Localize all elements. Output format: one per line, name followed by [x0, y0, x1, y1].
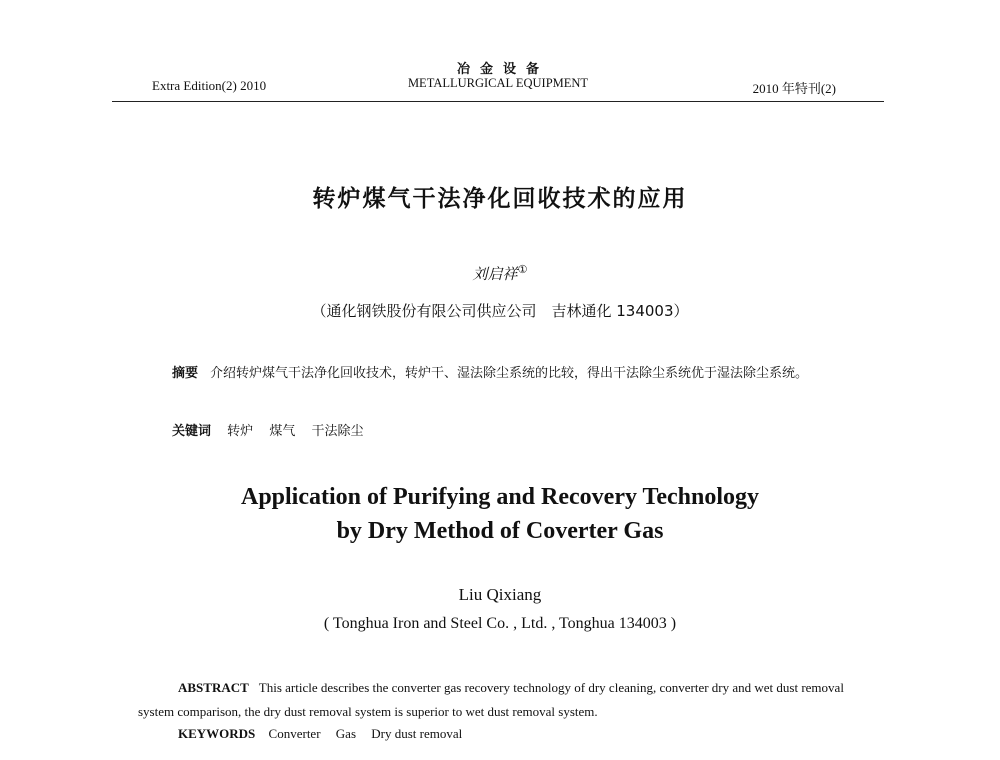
keywords-en-label: KEYWORDS — [178, 726, 256, 741]
keyword-cn: 煤气 — [269, 424, 296, 439]
keyword-cn: 转炉 — [227, 424, 254, 439]
journal-name-en: METALLURGICAL EQUIPMENT — [407, 76, 589, 90]
keyword-en: Dry dust removal — [371, 726, 463, 741]
journal-name-cn: 冶金设备 — [456, 62, 549, 77]
header-edition: Extra Edition(2) 2010 — [152, 78, 267, 93]
header-issue: 2010 年特刊(2) — [752, 81, 836, 96]
header-divider — [112, 101, 884, 102]
abstract-cn-text: 介绍转炉煤气干法净化回收技术，转炉干、湿法除尘系统的比较，得出干法除尘系统优于湿法除尘系统。 — [210, 366, 809, 381]
title-en-line-1: Application of Purifying and Recovery Technology — [240, 484, 760, 510]
author-en: Liu Qixiang — [458, 585, 542, 604]
keyword-en: Converter — [268, 726, 321, 741]
affiliation-en: ( Tonghua Iron and Steel Co. , Ltd. , Tonghua 134003 ) — [323, 615, 677, 632]
abstract-cn — [138, 362, 860, 385]
keyword-cn: 干法除尘 — [311, 424, 364, 439]
abstract-en-label: ABSTRACT — [178, 680, 249, 695]
title-cn: 转炉煤气干法净化回收技术的应用 — [312, 186, 688, 212]
affiliation-cn: （通化钢铁股份有限公司供应公司 吉林通化 134003） — [311, 302, 689, 320]
keywords-cn — [172, 420, 375, 439]
abstract-en — [138, 676, 860, 724]
abstract-en-text: This article describes the converter gas recovery technology of dry cleaning, converter dry and wet dust removal system comparison, the dry dust removal system is superior to wet dust removal system. — [138, 680, 844, 719]
title-en-line-2: by Dry Method of Coverter Gas — [336, 518, 664, 544]
title-en — [0, 480, 1000, 548]
running-header — [112, 56, 884, 104]
author-cn: 刘启祥 — [472, 265, 518, 283]
author-footnote-mark: ① — [517, 263, 528, 276]
abstract-cn-label: 摘要 — [172, 366, 199, 381]
keywords-cn-label: 关键词 — [172, 424, 212, 439]
author-cn-line — [0, 263, 1000, 284]
keyword-en: Gas — [335, 726, 356, 741]
keywords-en — [178, 726, 474, 742]
